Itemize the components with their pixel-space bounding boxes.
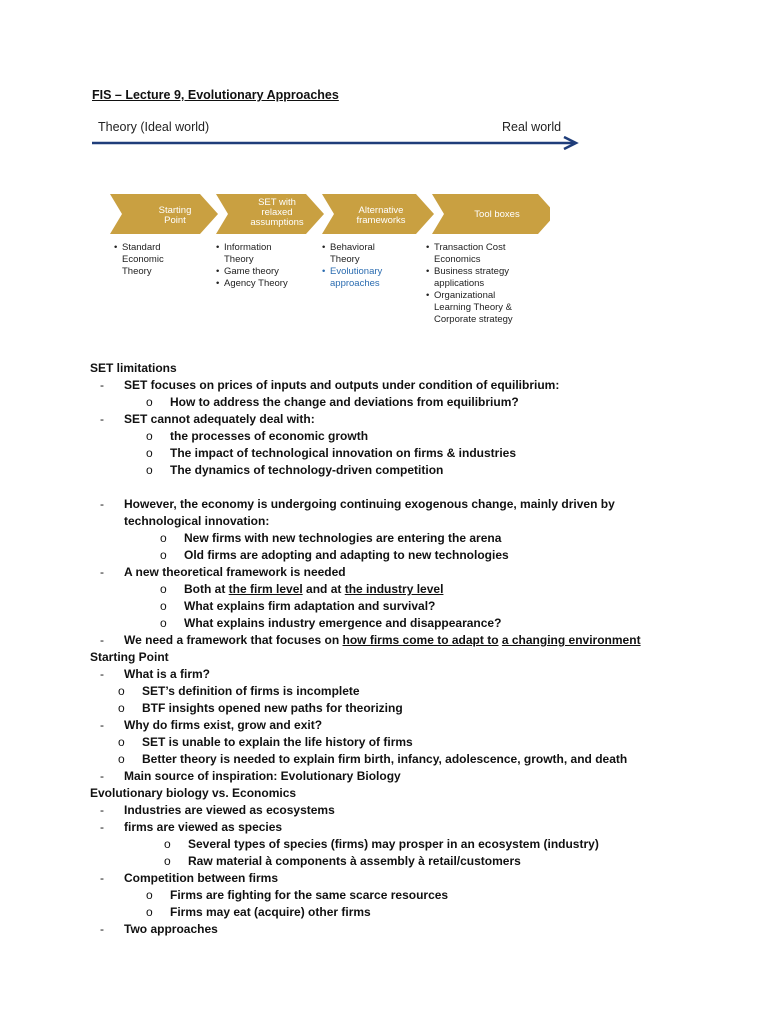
sub-marker: o: [160, 599, 167, 613]
outline-subitem: The impact of technological innovation on firms & industries: [170, 446, 517, 460]
outline-item: Competition between firms: [124, 871, 279, 885]
outline-item: A new theoretical framework is needed: [124, 565, 346, 579]
text-run: Both at: [184, 582, 229, 596]
bullet-item: • Agency Theory: [216, 278, 288, 290]
outline-subitem: the processes of economic growth: [170, 429, 369, 443]
axis-label-theory: Theory (Ideal world): [98, 120, 210, 134]
outline-subitem: Better theory is needed to explain firm birth, infancy, adolescence, growth, and death: [142, 752, 628, 766]
text-underlined: the industry level: [344, 582, 444, 596]
bullet-item-highlight: • Evolutionary approaches: [322, 266, 382, 290]
text-run: and at: [302, 582, 345, 596]
dash-marker: -: [100, 667, 104, 681]
bullet-item: • Standard Economic Theory: [114, 242, 164, 278]
outline-item: firms are viewed as species: [124, 820, 283, 834]
sub-marker: o: [160, 582, 167, 596]
outline-item: SET cannot adequately deal with:: [124, 412, 315, 426]
dash-marker: -: [100, 820, 104, 834]
stage-label-3: Alternative frameworks: [356, 205, 406, 226]
sub-marker: o: [164, 837, 171, 851]
section-heading: Evolutionary biology vs. Economics: [90, 786, 297, 800]
outline-subitem: New firms with new technologies are entering the arena: [184, 531, 502, 545]
theory-spectrum-diagram: [90, 112, 590, 337]
dash-marker: -: [100, 497, 104, 511]
sub-marker: o: [160, 616, 167, 630]
dash-marker: -: [100, 633, 104, 647]
sub-marker: o: [118, 752, 125, 766]
sub-marker: o: [146, 429, 153, 443]
outline-subitem: The dynamics of technology-driven competition: [170, 463, 444, 477]
sub-marker: o: [146, 888, 153, 902]
dash-marker: -: [100, 412, 104, 426]
outline-subitem: Raw material à components à assembly à retail/customers: [188, 854, 521, 868]
outline-subitem: SET is unable to explain the life history of firms: [142, 735, 413, 749]
stage-label-4: Tool boxes: [474, 209, 520, 220]
bullet-item: • Organizational Learning Theory & Corporate strategy: [426, 290, 513, 326]
outline-item: What is a firm?: [124, 667, 211, 681]
section-heading: SET limitations: [90, 361, 177, 375]
bullet-item: • Information Theory: [216, 242, 288, 266]
outline-item: Main source of inspiration: Evolutionary Biology: [124, 769, 401, 783]
sub-marker: o: [146, 395, 153, 409]
outline-subitem: Firms may eat (acquire) other firms: [170, 905, 371, 919]
text-underlined: how firms come to adapt to: [342, 633, 499, 647]
bullet-item: • Transaction Cost Economics: [426, 242, 513, 266]
text-run: We need a framework that focuses on: [124, 633, 343, 647]
outline-subitem: [184, 581, 443, 598]
bullet-item: • Game theory: [216, 266, 288, 278]
dash-marker: -: [100, 871, 104, 885]
stage-bullets-4: [426, 242, 513, 326]
outline-subitem: How to address the change and deviations from equilibrium?: [170, 395, 519, 409]
sub-marker: o: [118, 735, 125, 749]
sub-marker: o: [118, 701, 125, 715]
outline-item: [124, 632, 641, 649]
stage-bullets-2: [216, 242, 288, 290]
lecture-notes: [90, 360, 710, 938]
dash-marker: -: [100, 565, 104, 579]
outline-item: Why do firms exist, grow and exit?: [124, 718, 323, 732]
sub-marker: o: [160, 531, 167, 545]
outline-item: Two approaches: [124, 922, 218, 936]
sub-marker: o: [118, 684, 125, 698]
outline-subitem: Several types of species (firms) may prosper in an ecosystem (industry): [188, 837, 599, 851]
outline-subitem: Old firms are adopting and adapting to new technologies: [184, 548, 509, 562]
dash-marker: -: [100, 922, 104, 936]
dash-marker: -: [100, 803, 104, 817]
dash-marker: -: [100, 718, 104, 732]
dash-marker: -: [100, 378, 104, 392]
stage-bullets-1: [114, 242, 164, 278]
stage-label-1: Starting Point: [158, 205, 192, 226]
outline-item-cont: technological innovation:: [124, 514, 270, 528]
sub-marker: o: [164, 854, 171, 868]
axis-label-real-world: Real world: [502, 120, 562, 134]
outline-item: SET focuses on prices of inputs and outputs under condition of equilibrium:: [124, 378, 560, 392]
sub-marker: o: [146, 446, 153, 460]
section-heading: Starting Point: [90, 650, 169, 664]
outline-subitem: Firms are fighting for the same scarce resources: [170, 888, 449, 902]
outline-subitem: BTF insights opened new paths for theorizing: [142, 701, 403, 715]
outline-subitem: SET’s definition of firms is incomplete: [142, 684, 360, 698]
bullet-item: • Behavioral Theory: [322, 242, 382, 266]
stage-label-2: SET with relaxed assumptions: [250, 197, 304, 228]
arrow-line: [90, 136, 590, 150]
sub-marker: o: [160, 548, 167, 562]
bullet-item: • Business strategy applications: [426, 266, 513, 290]
stage-bullets-3: [322, 242, 382, 290]
sub-marker: o: [146, 463, 153, 477]
sub-marker: o: [146, 905, 153, 919]
text-underlined: a changing environment: [501, 633, 641, 647]
outline-subitem: What explains firm adaptation and survival?: [184, 599, 436, 613]
text-underlined: the firm level: [228, 582, 303, 596]
outline-subitem: What explains industry emergence and disappearance?: [184, 616, 502, 630]
outline-item: Industries are viewed as ecosystems: [124, 803, 335, 817]
page-title: FIS – Lecture 9, Evolutionary Approaches: [92, 88, 339, 102]
outline-item: However, the economy is undergoing continuing exogenous change, mainly driven by: [124, 497, 615, 511]
dash-marker: -: [100, 769, 104, 783]
